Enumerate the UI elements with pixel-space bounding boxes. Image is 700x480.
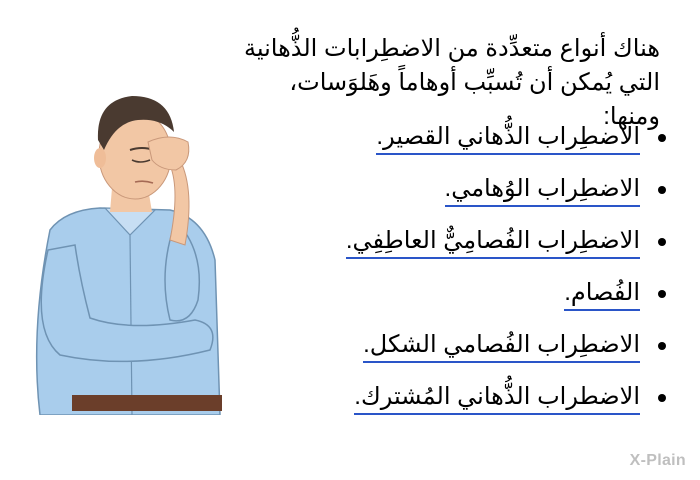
xplain-logo [628,449,686,470]
list-item-link[interactable]: الاضطِراب الذُّهاني القصير. [376,123,640,155]
intro-paragraph: هناك أنواع متعدِّدة من الاضطِرابات الذُّهانية التي يُمكن أن تُسبِّب أوهاماً وهَلوَسات، ومنها: [244,35,660,130]
logo-text: X-Plain [629,452,686,469]
worried-man-illustration [20,70,230,415]
ear [94,148,106,168]
list-item [240,120,640,172]
list-item [240,172,640,224]
disorder-list [240,120,640,432]
list-item [240,380,640,432]
list-item [240,224,640,276]
forearm [170,160,189,245]
list-item-link[interactable]: الاضطراب الذُّهاني المُشترك. [354,383,640,415]
list-item-link[interactable]: الفُصام. [564,279,640,311]
list-item-link[interactable]: الاضطِراب الوُهامي. [445,175,640,207]
belt [72,395,222,411]
list-item [240,328,640,380]
list-item-link[interactable]: الاضطِراب الفُصامِيٌّ العاطِفِي. [346,227,640,259]
list-item-link[interactable]: الاضطِراب الفُصامي الشكل. [363,331,640,363]
list-item [240,276,640,328]
